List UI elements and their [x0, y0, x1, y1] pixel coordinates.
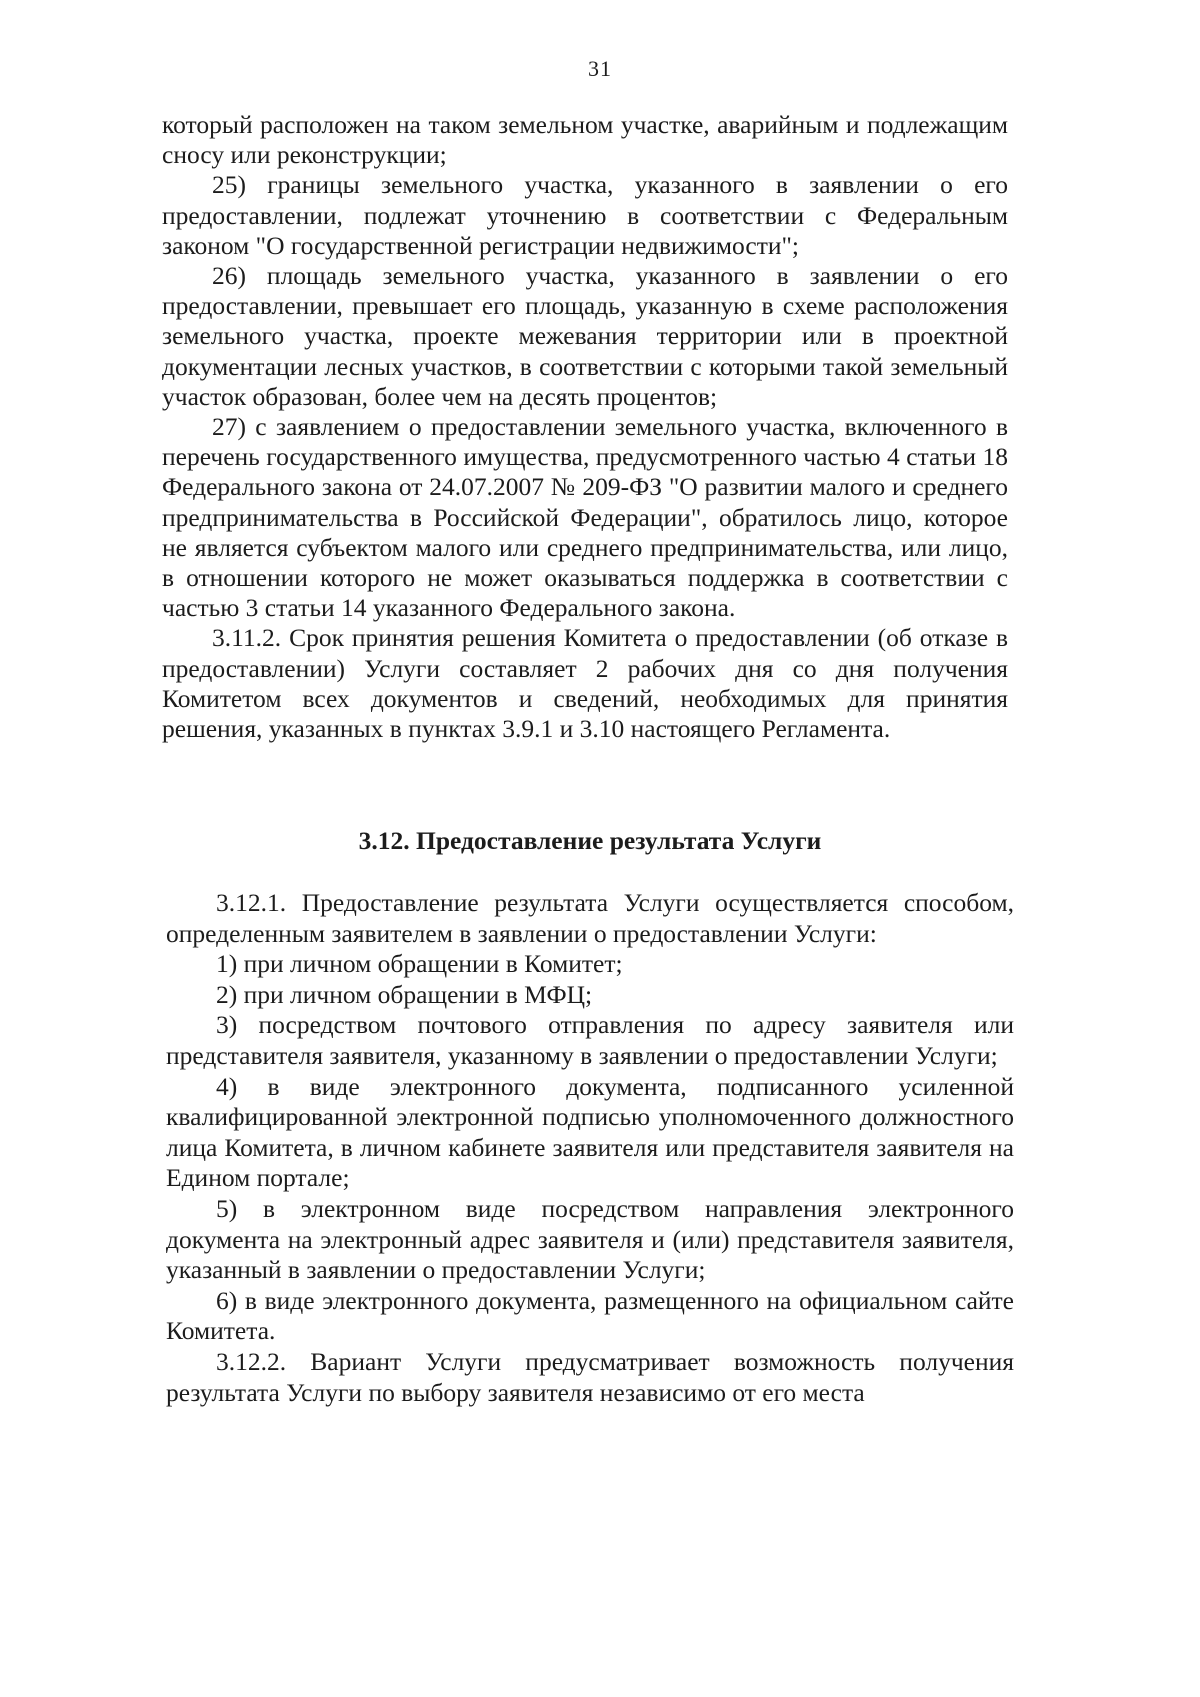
- paragraph: 3.12.1. Предоставление результата Услуги осуществляется способом, определенным заявителем в заявлении о предоставлении Услуги:: [166, 888, 1014, 948]
- section-heading: 3.12. Предоставление результата Услуги: [358, 826, 822, 855]
- paragraph: который расположен на таком земельном участке, аварийным и подлежащим сносу или реконструкции;: [162, 110, 1008, 170]
- paragraph: 27) с заявлением о предоставлении земельного участка, включенного в перечень государственного имущества, предусмотренного частью 4 статьи 18 Федерального закона от 24.07.2007 № 209-ФЗ "О развитии малого и среднего предпринимательства в Российской Федерации", обратилось лицо, которое не является субъектом малого или среднего предпринимательства, или лицо, в отношении которого не может оказываться поддержка в соответствии с частью 3 статьи 14 указанного Федерального закона.: [162, 412, 1008, 623]
- page-number: 31: [588, 56, 612, 81]
- paragraph: 5) в электронном виде посредством направления электронного документа на электронный адрес заявителя и (или) представителя заявителя, указанный в заявлении о предоставлении Услуги;: [166, 1193, 1014, 1285]
- paragraph: 4) в виде электронного документа, подписанного усиленной квалифицированной электронной подписью уполномоченного должностного лица Комитета, в личном кабинете заявителя или представителя заявителя на Едином портале;: [166, 1071, 1014, 1193]
- paragraph: 3) посредством почтового отправления по адресу заявителя или представителя заявителя, указанному в заявлении о предоставлении Услуги;: [166, 1010, 1014, 1070]
- top-text-block: [162, 110, 1008, 744]
- paragraph: 26) площадь земельного участка, указанного в заявлении о его предоставлении, превышает его площадь, указанную в схеме расположения земельного участка, проекте межевания территории или в проектной документации лесных участков, в соответствии с которыми такой земельный участок образован, более чем на десять процентов;: [162, 261, 1008, 411]
- bottom-text-block: [166, 888, 1014, 1408]
- paragraph: 3.12.2. Вариант Услуги предусматривает возможность получения результата Услуги по выбору заявителя независимо от его места: [166, 1346, 1014, 1407]
- paragraph: 3.11.2. Срок принятия решения Комитета о предоставлении (об отказе в предоставлении) Услуги составляет 2 рабочих дня со дня получения Комитетом всех документов и сведений, необходимых для принятия решения, указанных в пунктах 3.9.1 и 3.10 настоящего Регламента.: [162, 623, 1008, 744]
- paragraph: 6) в виде электронного документа, размещенного на официальном сайте Комитета.: [166, 1285, 1014, 1346]
- paragraph: 25) границы земельного участка, указанного в заявлении о его предоставлении, подлежат уточнению в соответствии с Федеральным законом "О государственной регистрации недвижимости";: [162, 170, 1008, 260]
- paragraph: 1) при личном обращении в Комитет;: [216, 949, 623, 979]
- paragraph: 2) при личном обращении в МФЦ;: [216, 979, 593, 1009]
